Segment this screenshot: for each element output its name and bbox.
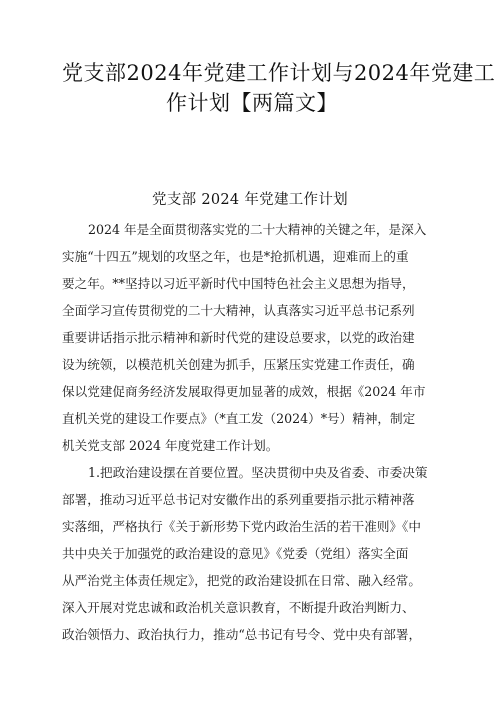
document-title-line-2: 作计划【两篇文】 bbox=[166, 91, 338, 115]
paragraph-line: 2024 年是全面贯彻落实党的二十大精神的关键之年，是深入 bbox=[88, 222, 427, 237]
paragraph-line: 机关党支部 2024 年度党建工作计划。 bbox=[62, 438, 279, 453]
paragraph-line: 共中央关于加强党的政治建设的意见》《党委（党组）落实全面 bbox=[62, 546, 409, 561]
document-title-line-1: 党支部2024年党建工作计划与2024年党建工 bbox=[62, 61, 496, 85]
section-heading: 党支部 2024 年党建工作计划 bbox=[152, 192, 348, 208]
paragraph-line: 设为统领，以模范机关创建为抓手，压紧压实党建工作责任，确 bbox=[62, 357, 415, 372]
paragraph-line: 深入开展对党忠诚和政治机关意识教育，不断提升政治判断力、 bbox=[62, 600, 415, 615]
paragraph-line: 实落细，严格执行《关于新形势下党内政治生活的若干准则》《中 bbox=[62, 519, 421, 534]
paragraph-line: 重要讲话指示批示精神和新时代党的建设总要求，以党的政治建 bbox=[62, 330, 415, 345]
body-text bbox=[62, 216, 442, 648]
paragraph-line: 全面学习宣传贯彻党的二十大精神，认真落实习近平总书记系列 bbox=[62, 303, 415, 318]
paragraph-line: 1.把政治建设摆在首要位置。坚决贯彻中央及省委、市委决策 bbox=[88, 465, 428, 480]
paragraph-line: 政治领悟力、政治执行力，推动“总书记有号令、党中央有部署， bbox=[62, 627, 422, 642]
paragraph-line: 从严治党主体责任规定》，把党的政治建设抓在日常、融入经常。 bbox=[62, 573, 421, 588]
paragraph-line: 保以党建促商务经济发展取得更加显著的成效，根据《2024 年市 bbox=[62, 384, 426, 399]
document-title bbox=[62, 58, 496, 118]
paragraph-line: 直机关党的建设工作要点》（*直工发（2024）*号）精神，制定 bbox=[62, 411, 416, 426]
paragraph-line: 实施“十四五”规划的攻坚之年，也是*抢抓机遇，迎难而上的重 bbox=[62, 249, 409, 264]
paragraph-line: 要之年。**坚持以习近平新时代中国特色社会主义思想为指导， bbox=[62, 276, 415, 291]
paragraph-line: 部署，推动习近平总书记对安徽作出的系列重要指示批示精神落 bbox=[62, 492, 415, 507]
